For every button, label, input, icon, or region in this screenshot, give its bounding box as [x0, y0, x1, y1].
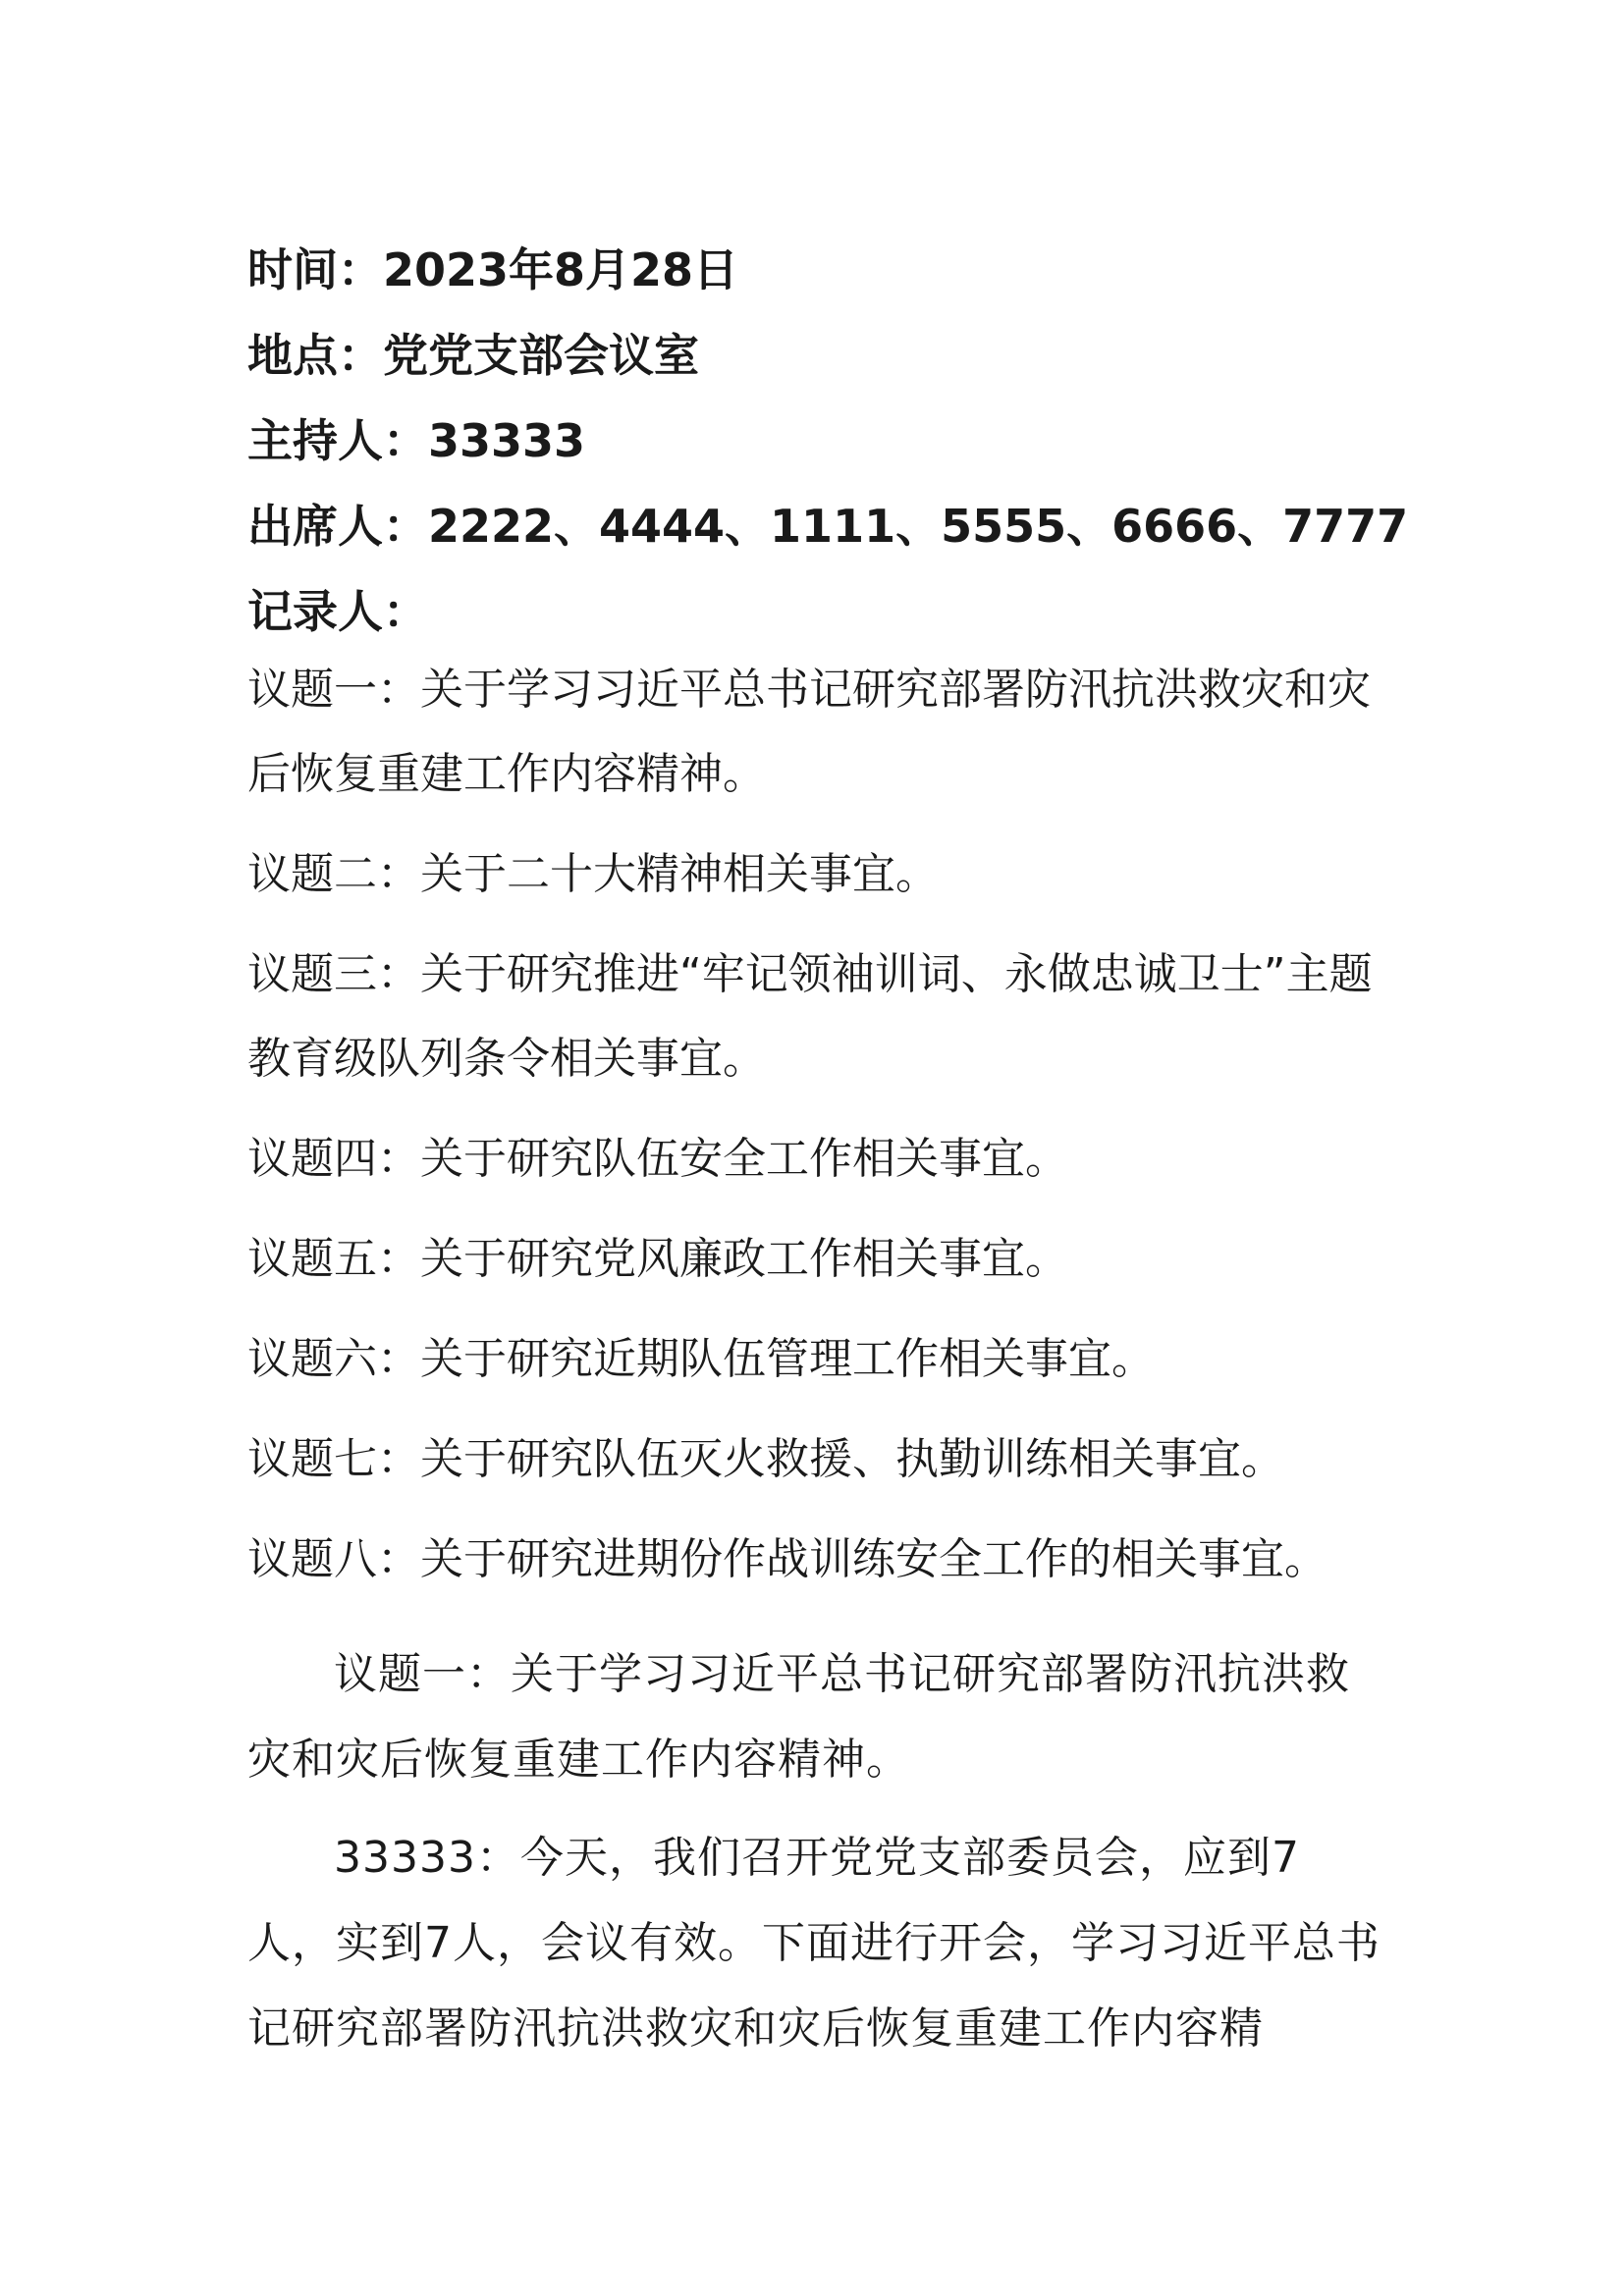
topic-item-5: 议题五：关于研究党风廉政工作相关事宜。 — [247, 1234, 1068, 1284]
meeting-recorder: 记录人： — [247, 585, 428, 638]
topic-item-7: 议题七：关于研究队伍灭火救援、执勤训练相关事宜。 — [247, 1434, 1284, 1484]
meeting-attendees: 出席人：2222、4444、1111、5555、6666、7777 — [247, 500, 1409, 553]
topic-item-8: 议题八：关于研究进期份作战训练安全工作的相关事宜。 — [247, 1534, 1327, 1584]
topic-item-4: 议题四：关于研究队伍安全工作相关事宜。 — [247, 1134, 1068, 1184]
topic-item-1: 议题一：关于学习习近平总书记研究部署防汛抗洪救灾和灾后恢复重建工作内容精神。 — [247, 665, 1371, 799]
meeting-host: 主持人：33333 — [247, 414, 586, 467]
body-topic-heading: 议题一：关于学习习近平总书记研究部署防汛抗洪救灾和灾后恢复重建工作内容精神。 — [247, 1649, 1350, 1785]
topic-item-6: 议题六：关于研究近期队伍管理工作相关事宜。 — [247, 1334, 1155, 1384]
meeting-place: 地点：党党支部会议室 — [247, 329, 699, 382]
meeting-time: 时间：2023年8月28日 — [247, 243, 739, 296]
meeting-header — [247, 228, 1409, 655]
topic-item-2: 议题二：关于二十大精神相关事宜。 — [247, 849, 939, 899]
topic-list — [247, 648, 1386, 1618]
minutes-body — [247, 1631, 1386, 2084]
body-paragraph: 33333：今天，我们召开党党支部委员会，应到7人，实到7人，会议有效。下面进行开会，学习习近平总书记研究部署防汛抗洪救灾和灾后恢复重建工作内容精 — [247, 1833, 1380, 2054]
topic-item-3: 议题三：关于研究推进“牢记领袖训词、永做忠诚卫士”主题教育级队列条令相关事宜。 — [247, 949, 1373, 1084]
